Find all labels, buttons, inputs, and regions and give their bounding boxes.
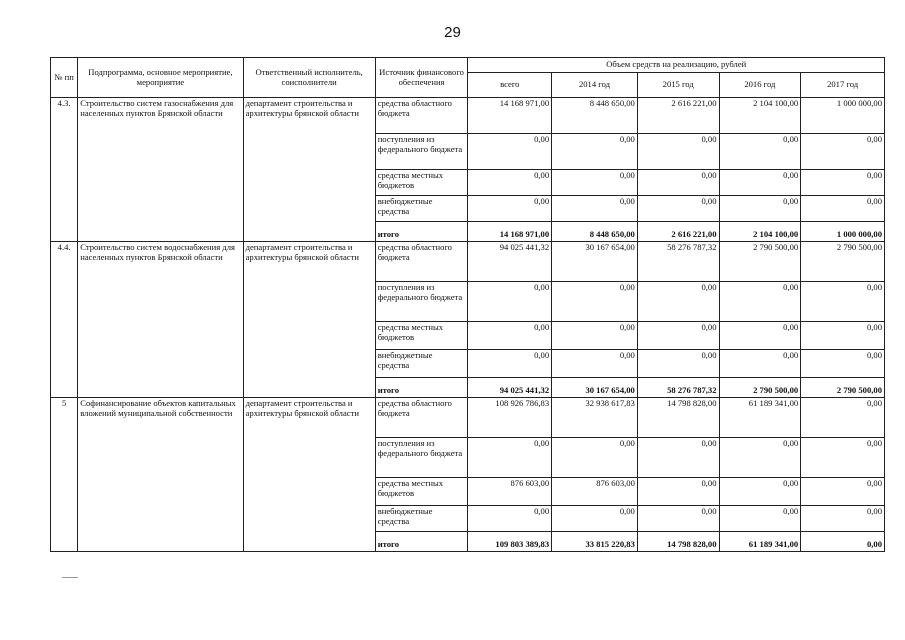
amount-cell: 2 104 100,00 [719,98,801,134]
amount-cell: 0,00 [468,438,552,478]
amount-cell: 94 025 441,32 [468,378,552,398]
amount-cell: 14 168 971,00 [468,98,552,134]
amount-cell: 0,00 [637,322,719,350]
funding-source: средства областного бюджета [375,242,468,282]
header-year-2017: 2017 год [801,73,885,98]
amount-cell: 2 790 500,00 [801,378,885,398]
amount-cell: 0,00 [637,282,719,322]
amount-cell: 2 790 500,00 [719,242,801,282]
amount-cell: 109 803 389,83 [468,532,552,552]
amount-cell: 0,00 [552,134,638,170]
amount-cell: 8 448 650,00 [552,222,638,242]
amount-cell: 0,00 [801,322,885,350]
amount-cell: 0,00 [552,196,638,222]
amount-cell: 0,00 [719,478,801,506]
amount-cell: 8 448 650,00 [552,98,638,134]
amount-cell: 61 189 341,00 [719,398,801,438]
header-volume: Объем средств на реализацию, рублей [468,58,885,73]
amount-cell: 0,00 [719,282,801,322]
funding-source: итого [375,532,468,552]
amount-cell: 14 798 828,00 [637,398,719,438]
amount-cell: 0,00 [552,322,638,350]
amount-cell: 0,00 [637,438,719,478]
page-number: 29 [444,24,461,41]
funding-source: средства местных бюджетов [375,322,468,350]
amount-cell: 0,00 [719,438,801,478]
amount-cell: 0,00 [719,350,801,378]
amount-cell: 32 938 617,83 [552,398,638,438]
item-title: Строительство систем водоснабжения для населенных пунктов Брянской области [78,242,243,398]
amount-cell: 0,00 [801,398,885,438]
amount-cell: 0,00 [468,506,552,532]
amount-cell: 0,00 [801,170,885,196]
funding-source: поступления из федерального бюджета [375,438,468,478]
funding-source: поступления из федерального бюджета [375,134,468,170]
header-executor: Ответственный исполнитель, соисполнители [243,58,375,98]
amount-cell: 0,00 [801,350,885,378]
amount-cell: 61 189 341,00 [719,532,801,552]
table-row [51,398,885,438]
amount-cell: 0,00 [719,322,801,350]
amount-cell: 58 276 787,32 [637,378,719,398]
amount-cell: 2 616 221,00 [637,98,719,134]
amount-cell: 0,00 [552,350,638,378]
table-row [51,242,885,282]
amount-cell: 0,00 [719,196,801,222]
scan-mark [62,577,78,578]
amount-cell: 876 603,00 [552,478,638,506]
amount-cell: 0,00 [468,134,552,170]
header-year-2015: 2015 год [637,73,719,98]
amount-cell: 0,00 [801,532,885,552]
table-body [51,98,885,552]
funding-source: средства областного бюджета [375,98,468,134]
header-no: № пп [51,58,78,98]
amount-cell: 0,00 [719,170,801,196]
item-executor: департамент строительства и архитектуры брянской области [243,398,375,552]
amount-cell: 0,00 [468,196,552,222]
funding-source: поступления из федерального бюджета [375,282,468,322]
item-executor: департамент строительства и архитектуры брянской области [243,242,375,398]
funding-source: итого [375,378,468,398]
amount-cell: 0,00 [468,282,552,322]
header-year-total: всего [468,73,552,98]
amount-cell: 0,00 [801,438,885,478]
amount-cell: 1 000 000,00 [801,222,885,242]
amount-cell: 0,00 [552,438,638,478]
amount-cell: 0,00 [719,506,801,532]
amount-cell: 2 104 100,00 [719,222,801,242]
amount-cell: 108 926 786,83 [468,398,552,438]
amount-cell: 30 167 654,00 [552,378,638,398]
item-index: 4.4. [51,242,78,398]
amount-cell: 58 276 787,32 [637,242,719,282]
amount-cell: 1 000 000,00 [801,98,885,134]
amount-cell: 0,00 [801,282,885,322]
funding-source: итого [375,222,468,242]
amount-cell: 0,00 [801,506,885,532]
amount-cell: 14 168 971,00 [468,222,552,242]
amount-cell: 0,00 [801,134,885,170]
header-source: Источник финансового обеспечения [375,58,468,98]
item-index: 4.3. [51,98,78,242]
amount-cell: 0,00 [552,506,638,532]
funding-source: средства местных бюджетов [375,170,468,196]
funding-source: средства областного бюджета [375,398,468,438]
amount-cell: 0,00 [719,134,801,170]
amount-cell: 876 603,00 [468,478,552,506]
amount-cell: 0,00 [637,196,719,222]
amount-cell: 0,00 [801,478,885,506]
table-row [51,98,885,134]
item-index: 5 [51,398,78,552]
funding-source: внебюджетные средства [375,506,468,532]
funding-source: внебюджетные средства [375,196,468,222]
amount-cell: 33 815 220,83 [552,532,638,552]
amount-cell: 0,00 [552,282,638,322]
amount-cell: 2 790 500,00 [801,242,885,282]
amount-cell: 14 798 828,00 [637,532,719,552]
item-title: Софинансирование объектов капитальных вложений муниципальной собственности [78,398,243,552]
amount-cell: 2 616 221,00 [637,222,719,242]
amount-cell: 0,00 [637,134,719,170]
item-title: Строительство систем газоснабжения для населенных пунктов Брянской области [78,98,243,242]
amount-cell: 94 025 441,32 [468,242,552,282]
amount-cell: 0,00 [552,170,638,196]
amount-cell: 30 167 654,00 [552,242,638,282]
amount-cell: 0,00 [801,196,885,222]
funding-source: средства местных бюджетов [375,478,468,506]
amount-cell: 0,00 [637,478,719,506]
header-year-2016: 2016 год [719,73,801,98]
amount-cell: 0,00 [468,350,552,378]
header-year-2014: 2014 год [552,73,638,98]
header-program: Подпрограмма, основное мероприятие, мероприятие [78,58,243,98]
amount-cell: 0,00 [637,506,719,532]
amount-cell: 0,00 [468,322,552,350]
amount-cell: 2 790 500,00 [719,378,801,398]
amount-cell: 0,00 [468,170,552,196]
budget-table [50,57,885,552]
item-executor: департамент строительства и архитектуры брянской области [243,98,375,242]
amount-cell: 0,00 [637,350,719,378]
funding-source: внебюджетные средства [375,350,468,378]
amount-cell: 0,00 [637,170,719,196]
